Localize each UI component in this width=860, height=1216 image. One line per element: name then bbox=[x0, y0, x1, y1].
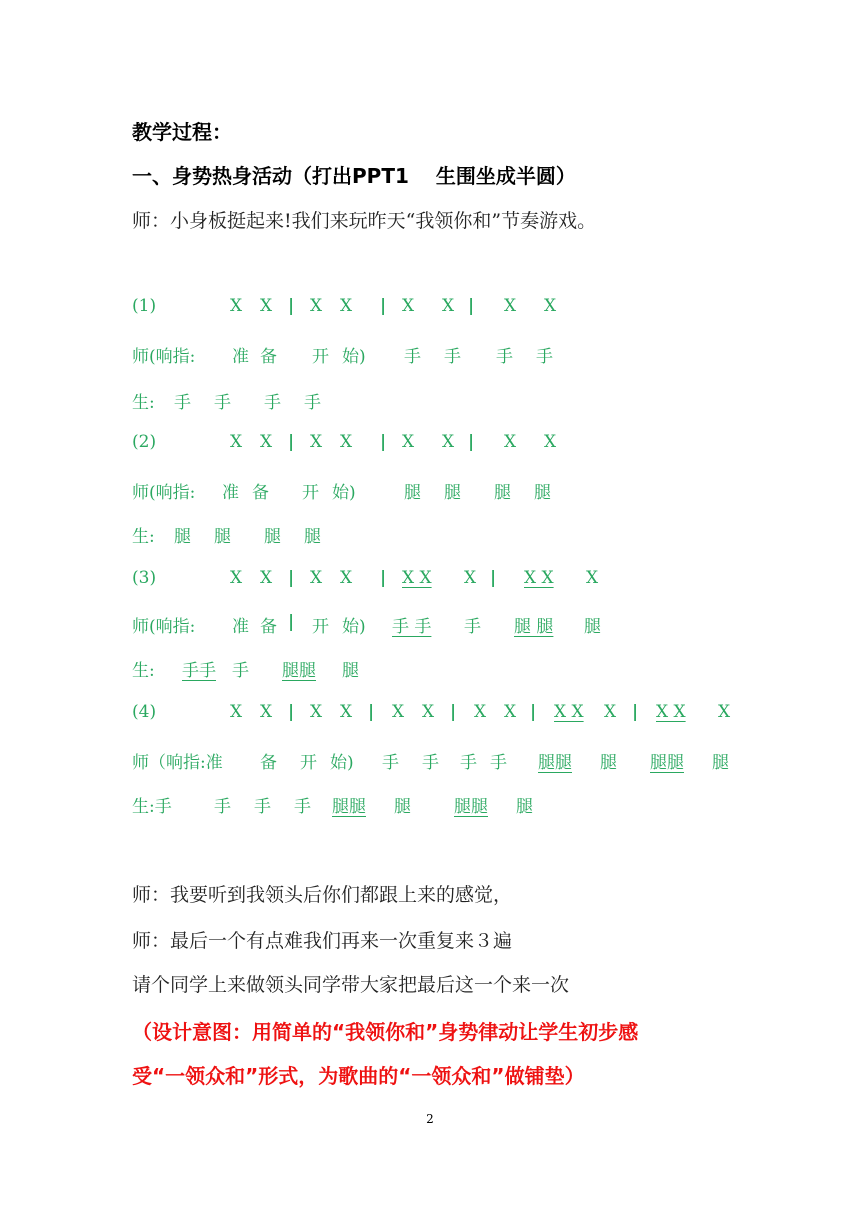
beat-pair: X X bbox=[656, 702, 686, 722]
word: 手 bbox=[264, 393, 281, 413]
teacher-lead: 师(响指: bbox=[132, 617, 196, 637]
barline: | bbox=[380, 296, 387, 316]
beat: X bbox=[310, 296, 323, 316]
barline: | bbox=[490, 568, 497, 588]
beat: X bbox=[504, 432, 517, 452]
word: 腿 bbox=[304, 527, 321, 547]
barline: | bbox=[288, 568, 295, 588]
student-lead: 生: bbox=[132, 393, 155, 413]
word: 手 bbox=[422, 753, 439, 773]
word: 腿 bbox=[444, 483, 461, 503]
beat: X bbox=[260, 296, 273, 316]
beat: X bbox=[310, 702, 323, 722]
word: 腿 bbox=[494, 483, 511, 503]
word: 腿腿 bbox=[332, 797, 366, 817]
word: 手 bbox=[460, 753, 477, 773]
barline: | bbox=[380, 568, 387, 588]
word: 手 bbox=[464, 617, 481, 637]
beat: X bbox=[504, 702, 517, 722]
barline: | bbox=[468, 296, 475, 316]
beat: X bbox=[340, 568, 353, 588]
word: 始) bbox=[342, 347, 366, 367]
beat: X bbox=[442, 296, 455, 316]
exercise-label: (1) bbox=[132, 296, 157, 316]
word: 准 bbox=[232, 617, 249, 637]
word: 腿 bbox=[404, 483, 421, 503]
barline: | bbox=[380, 432, 387, 452]
word: 开 bbox=[300, 753, 317, 773]
barline: | bbox=[368, 702, 375, 722]
barline: | bbox=[288, 702, 295, 722]
intro-text: 师：小身板挺起来!我们来玩昨天“我领你和”节奏游戏。 bbox=[132, 210, 597, 232]
word: 始) bbox=[342, 617, 366, 637]
barline: | bbox=[450, 702, 457, 722]
word: 腿腿 bbox=[282, 661, 316, 681]
beat: X bbox=[504, 296, 517, 316]
beat: X bbox=[392, 702, 405, 722]
word: 腿 bbox=[534, 483, 551, 503]
word: 腿 bbox=[516, 797, 533, 817]
word: 腿腿 bbox=[538, 753, 572, 773]
beat: X bbox=[586, 568, 599, 588]
word: 开 bbox=[312, 617, 329, 637]
word: 手 bbox=[294, 797, 311, 817]
word: 手 手 bbox=[392, 617, 432, 637]
closing-line-3: 请个同学上来做领头同学带大家把最后这一个来一次 bbox=[132, 974, 570, 996]
exercise-label: (3) bbox=[132, 568, 157, 588]
beat: X bbox=[442, 432, 455, 452]
barline: | bbox=[632, 702, 639, 722]
word: 手 bbox=[214, 797, 231, 817]
beat: X bbox=[310, 432, 323, 452]
beat: X bbox=[230, 568, 243, 588]
word: 手 bbox=[254, 797, 271, 817]
word: 备 bbox=[260, 347, 277, 367]
design-intent-line-1: （设计意图：用简单的“我领你和”身势律动让学生初步感 bbox=[132, 1020, 639, 1044]
word: 手 bbox=[490, 753, 507, 773]
word: 准 bbox=[222, 483, 239, 503]
word: 手 bbox=[382, 753, 399, 773]
beat: X bbox=[340, 432, 353, 452]
word: 手 bbox=[496, 347, 513, 367]
beat-pair: X X bbox=[554, 702, 584, 722]
beat: X bbox=[260, 568, 273, 588]
word: 腿 bbox=[264, 527, 281, 547]
word: 手 bbox=[444, 347, 461, 367]
beat-pair: X X bbox=[402, 568, 432, 588]
student-lead: 生: bbox=[132, 527, 155, 547]
beat: X bbox=[474, 702, 487, 722]
beat: X bbox=[718, 702, 731, 722]
word: 腿 bbox=[584, 617, 601, 637]
teacher-lead: 师（响指:准 bbox=[132, 753, 223, 773]
beat: X bbox=[402, 432, 415, 452]
barline: | bbox=[468, 432, 475, 452]
beat-pair: X X bbox=[524, 568, 554, 588]
beat: X bbox=[310, 568, 323, 588]
beat: X bbox=[604, 702, 617, 722]
section-title: 一、身势热身活动（打出PPT1 生围坐成半圆） bbox=[132, 164, 576, 188]
word: 腿 bbox=[174, 527, 191, 547]
word: 腿 腿 bbox=[514, 617, 554, 637]
word: 腿 bbox=[394, 797, 411, 817]
word: 开 bbox=[302, 483, 319, 503]
word: 手 bbox=[174, 393, 191, 413]
word: 手 bbox=[232, 661, 249, 681]
beat: X bbox=[340, 702, 353, 722]
beat: X bbox=[260, 702, 273, 722]
word: 手手 bbox=[182, 661, 216, 681]
word: 腿 bbox=[214, 527, 231, 547]
barline: | bbox=[530, 702, 537, 722]
word: 准 bbox=[232, 347, 249, 367]
word: 始) bbox=[330, 753, 354, 773]
beat: X bbox=[340, 296, 353, 316]
barline: | bbox=[288, 296, 295, 316]
word: 备 bbox=[260, 617, 277, 637]
exercise-label: (4) bbox=[132, 702, 157, 722]
barline: | bbox=[288, 432, 295, 452]
beat: X bbox=[230, 432, 243, 452]
student-lead: 生: bbox=[132, 661, 155, 681]
beat: X bbox=[402, 296, 415, 316]
word: 腿 bbox=[712, 753, 729, 773]
heading: 教学过程： bbox=[132, 120, 232, 144]
exercise-label: (2) bbox=[132, 432, 157, 452]
word: 手 bbox=[214, 393, 231, 413]
word: 腿腿 bbox=[454, 797, 488, 817]
design-intent-line-2: 受“一领众和”形式，为歌曲的“一领众和”做铺垫） bbox=[132, 1064, 585, 1088]
closing-line-2: 师：最后一个有点难我们再来一次重复来３遍 bbox=[132, 930, 513, 952]
word: 始) bbox=[332, 483, 356, 503]
beat: X bbox=[422, 702, 435, 722]
page-number: 2 bbox=[426, 1112, 434, 1126]
teacher-lead: 师(响指: bbox=[132, 483, 196, 503]
word: 备 bbox=[252, 483, 269, 503]
word: 手 bbox=[404, 347, 421, 367]
word: 备 bbox=[260, 753, 277, 773]
beat: X bbox=[464, 568, 477, 588]
student-lead: 生:手 bbox=[132, 797, 172, 817]
word: 手 bbox=[304, 393, 321, 413]
word: 腿 bbox=[342, 661, 359, 681]
word: 腿 bbox=[600, 753, 617, 773]
word: 腿腿 bbox=[650, 753, 684, 773]
closing-line-1: 师：我要听到我领头后你们都跟上来的感觉， bbox=[132, 884, 513, 906]
word: 手 bbox=[536, 347, 553, 367]
beat: X bbox=[544, 296, 557, 316]
barline: | bbox=[288, 612, 295, 632]
beat: X bbox=[230, 296, 243, 316]
teacher-lead: 师(响指: bbox=[132, 347, 196, 367]
beat: X bbox=[544, 432, 557, 452]
beat: X bbox=[260, 432, 273, 452]
beat: X bbox=[230, 702, 243, 722]
word: 开 bbox=[312, 347, 329, 367]
